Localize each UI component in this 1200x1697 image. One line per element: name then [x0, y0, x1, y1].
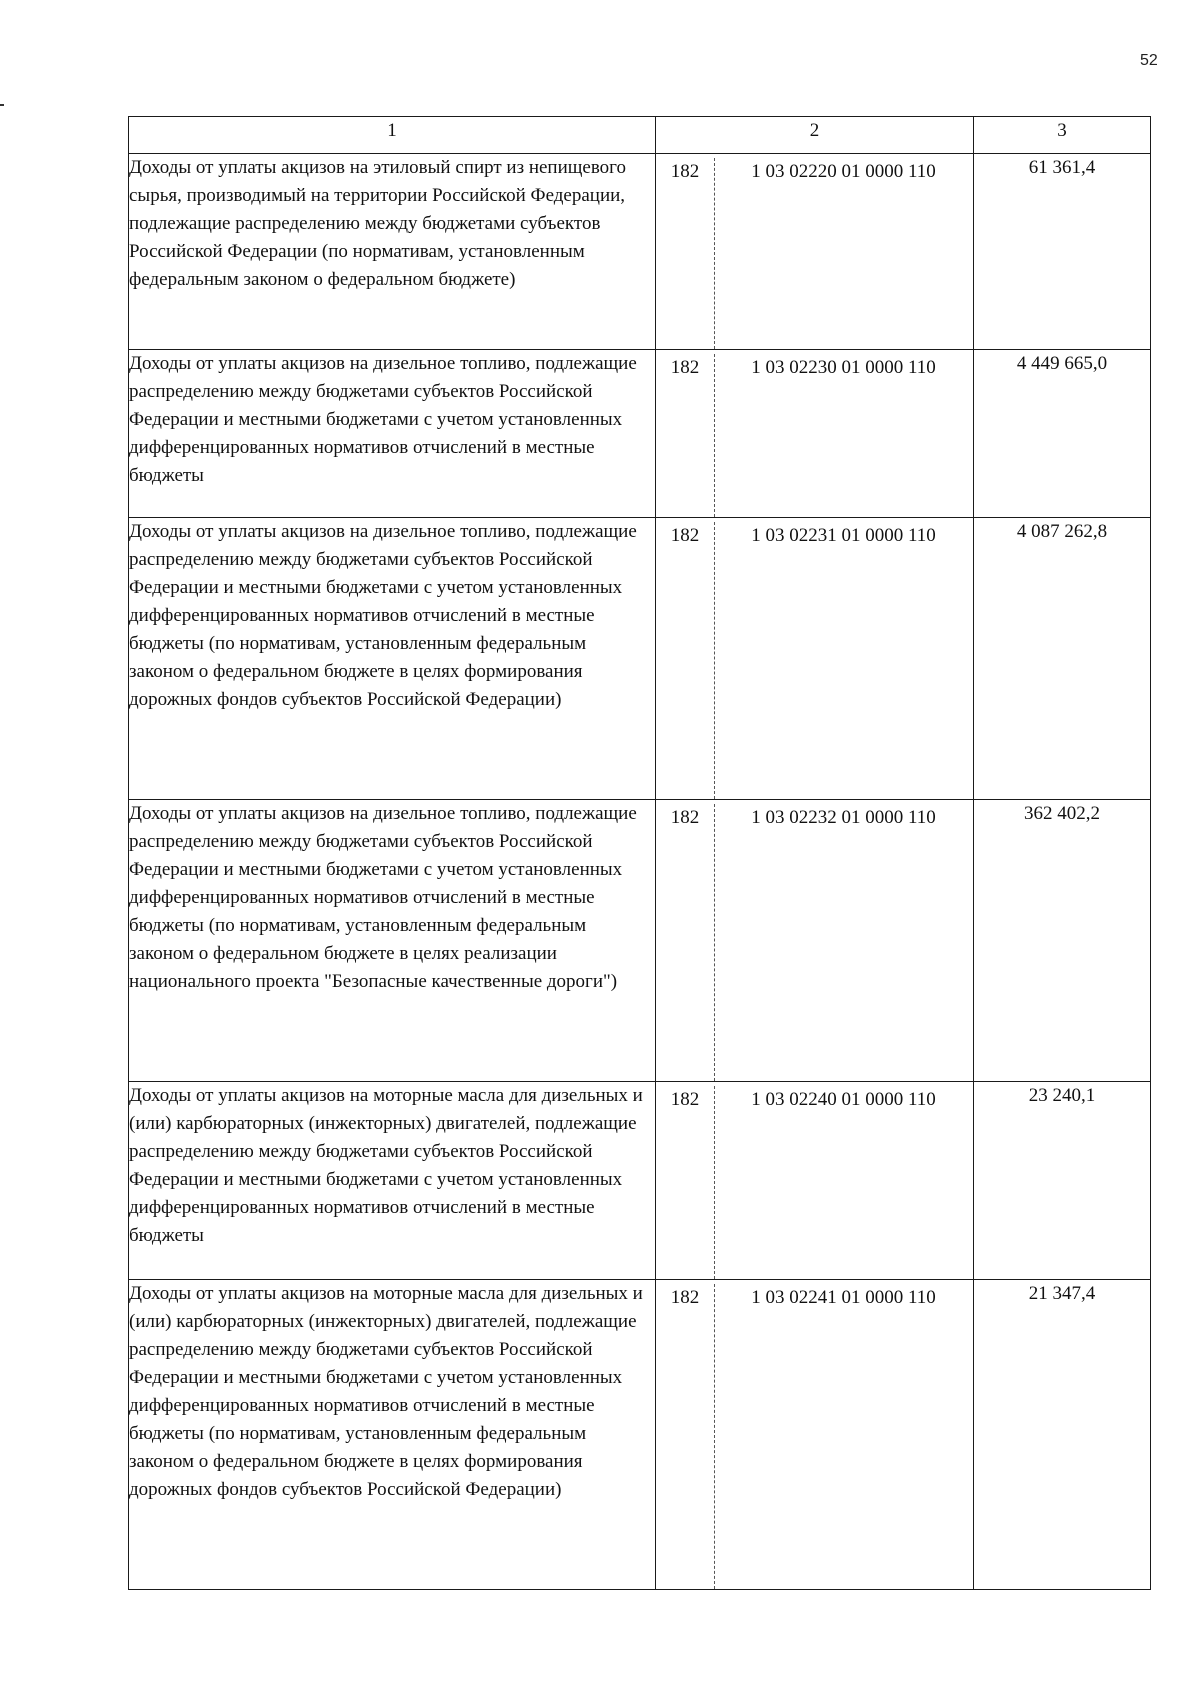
row-code-cell [656, 1082, 974, 1280]
row-description: Доходы от уплаты акцизов на дизельное топливо, подлежащие распределению между бюджетами субъектов Российской Федерации и местными бюджетами с учетом установленных дифференцированных нормативов отчислений в местные бюджеты (по нормативам, установленным федеральным законом о федеральном бюджете в целях формирования дорожных фондов субъектов Российской Федерации) [129, 518, 656, 800]
row-description: Доходы от уплаты акцизов на дизельное топливо, подлежащие распределению между бюджетами субъектов Российской Федерации и местными бюджетами с учетом установленных дифференцированных нормативов отчислений в местные бюджеты [129, 350, 656, 518]
admin-code: 182 [670, 1287, 700, 1308]
table-row [129, 800, 1151, 1082]
revenue-table [128, 116, 1151, 1590]
page-number: 52 [1140, 52, 1158, 69]
admin-code: 182 [670, 807, 700, 828]
kbk-code: 1 03 02230 01 0000 110 [751, 357, 936, 378]
admin-code: 182 [670, 357, 700, 378]
admin-code: 182 [670, 1089, 700, 1110]
header-col-2: 2 [656, 117, 974, 154]
header-col-3: 3 [974, 117, 1151, 154]
code-divider [714, 158, 715, 349]
table-row [129, 1082, 1151, 1280]
admin-code: 182 [670, 525, 700, 546]
row-amount: 4 449 665,0 [974, 350, 1151, 518]
row-description: Доходы от уплаты акцизов на этиловый спирт из непищевого сырья, производимый на территории Российской Федерации, подлежащие распределению между бюджетами субъектов Российской Федерации (по нормативам, установленным федеральным законом о федеральном бюджете) [129, 154, 656, 350]
row-description: Доходы от уплаты акцизов на моторные масла для дизельных и (или) карбюраторных (инжекторных) двигателей, подлежащие распределению между бюджетами субъектов Российской Федерации и местными бюджетами с учетом установленных дифференцированных нормативов отчислений в местные бюджеты (по нормативам, установленным федеральным законом о федеральном бюджете в целях формирования дорожных фондов субъектов Российской Федерации) [129, 1280, 656, 1590]
header-col-1: 1 [129, 117, 656, 154]
row-amount: 362 402,2 [974, 800, 1151, 1082]
admin-code: 182 [670, 161, 700, 182]
table-header-row [129, 117, 1151, 154]
scan-mark [0, 104, 4, 106]
row-code-cell [656, 350, 974, 518]
code-divider [714, 522, 715, 799]
row-amount: 21 347,4 [974, 1280, 1151, 1590]
kbk-code: 1 03 02240 01 0000 110 [751, 1089, 936, 1110]
code-divider [714, 1284, 715, 1589]
row-code-cell [656, 154, 974, 350]
table-row [129, 518, 1151, 800]
row-code-cell [656, 518, 974, 800]
row-amount: 4 087 262,8 [974, 518, 1151, 800]
row-code-cell [656, 1280, 974, 1590]
row-code-cell [656, 800, 974, 1082]
row-description: Доходы от уплаты акцизов на моторные масла для дизельных и (или) карбюраторных (инжекторных) двигателей, подлежащие распределению между бюджетами субъектов Российской Федерации и местными бюджетами с учетом установленных дифференцированных нормативов отчислений в местные бюджеты [129, 1082, 656, 1280]
table-row [129, 350, 1151, 518]
table-row [129, 1280, 1151, 1590]
code-divider [714, 1086, 715, 1279]
row-amount: 23 240,1 [974, 1082, 1151, 1280]
kbk-code: 1 03 02232 01 0000 110 [751, 807, 936, 828]
row-description: Доходы от уплаты акцизов на дизельное топливо, подлежащие распределению между бюджетами субъектов Российской Федерации и местными бюджетами с учетом установленных дифференцированных нормативов отчислений в местные бюджеты (по нормативам, установленным федеральным законом о федеральном бюджете в целях реализации национального проекта "Безопасные качественные дороги") [129, 800, 656, 1082]
kbk-code: 1 03 02241 01 0000 110 [751, 1287, 936, 1308]
table-row [129, 154, 1151, 350]
kbk-code: 1 03 02220 01 0000 110 [751, 161, 936, 182]
row-amount: 61 361,4 [974, 154, 1151, 350]
kbk-code: 1 03 02231 01 0000 110 [751, 525, 936, 546]
code-divider [714, 804, 715, 1081]
